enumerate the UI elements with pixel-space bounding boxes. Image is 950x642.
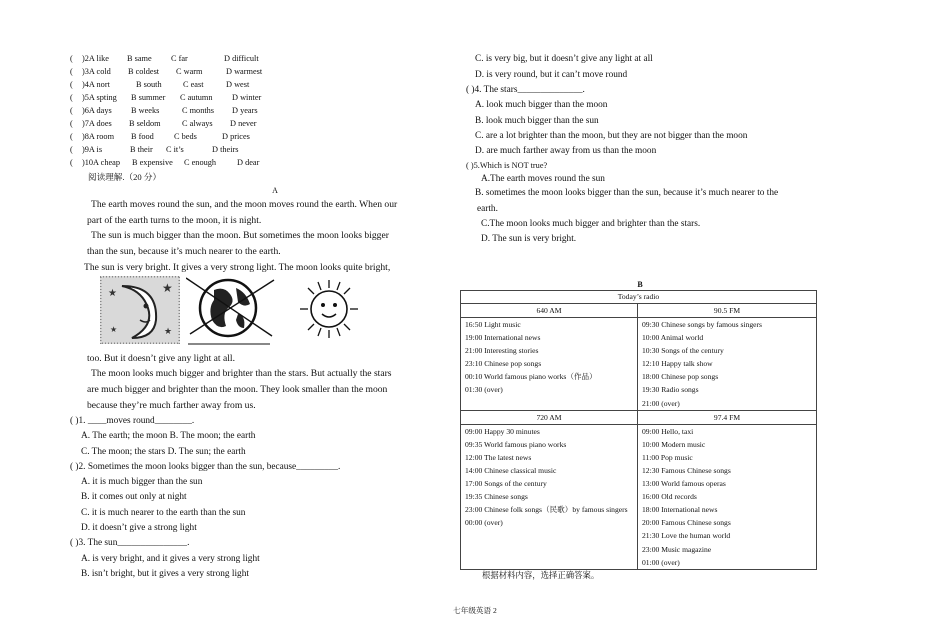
question-3-option-a: A. is very bright, and it gives a very strong light (81, 554, 260, 564)
program-item: 09:00 Happy 30 minutes (465, 426, 540, 436)
vocab-option-c: C far (171, 54, 188, 63)
vocab-option-b: B same (127, 54, 152, 63)
question-5-option-c: C.The moon looks much bigger and brighter than the stars. (481, 219, 701, 229)
question-3-option-b: B. isn’t bright, but it gives a very strong light (81, 569, 249, 579)
program-item: 00:10 World famous piano works（作品） (465, 372, 597, 382)
answer-paren: ( (70, 106, 73, 115)
vocab-option-c: C always (182, 119, 213, 128)
question-5-option-b-cont: earth. (477, 204, 498, 214)
svg-text:★: ★ (110, 325, 118, 334)
question-4-option-b: B. look much bigger than the sun (475, 116, 599, 126)
vocab-option-a: )5A spting (82, 93, 117, 102)
answer-paren: ( (70, 158, 73, 167)
vocab-option-b: B summer (131, 93, 166, 102)
question-4: ( )4. The stars______________. (466, 85, 585, 95)
station-schedule (638, 424, 817, 569)
program-item: 12:00 The latest news (465, 452, 532, 462)
vocab-option-c: C it’s (166, 145, 184, 154)
passage-a-p4c: because they’re much farther away from us. (87, 400, 256, 411)
program-item: 19:00 International news (465, 333, 541, 343)
question-5-option-b: B. sometimes the moon looks bigger than the sun, because it’s much nearer to the (475, 188, 779, 198)
program-item: 18:00 Chinese pop songs (642, 372, 719, 382)
question-3-option-d: D. is very round, but it can’t move round (475, 70, 628, 80)
program-item: 19:30 Radio songs (642, 385, 699, 395)
passage-a-p4b: are much bigger and brighter than the moon. They look smaller than the moon (87, 384, 388, 395)
vocab-option-b: B coldest (128, 67, 160, 76)
vocab-option-a: )3A cold (82, 67, 111, 76)
vocab-option-b: B their (130, 145, 153, 154)
program-item: 09:35 World famous piano works (465, 439, 567, 449)
svg-text:★: ★ (162, 281, 173, 295)
vocab-option-b: B expensive (132, 158, 173, 167)
question-1: ( )1. ____moves round________. (70, 416, 195, 426)
question-2-option-b: B. it comes out only at night (81, 492, 187, 502)
program-item: 10:00 Animal world (642, 333, 704, 343)
station-header: 90.5 FM (638, 304, 817, 318)
svg-text:★: ★ (108, 288, 117, 299)
passage-a-p3: The sun is very bright. It gives a very strong light. The moon looks quite bright, (84, 262, 391, 273)
vocab-option-d: D prices (222, 132, 250, 141)
program-item: 20:00 Famous Chinese songs (642, 518, 731, 528)
program-item: 12:30 Famous Chinese songs (642, 465, 731, 475)
sun-illustration (296, 278, 362, 340)
moon-illustration (100, 276, 180, 344)
vocab-option-a: )6A days (82, 106, 112, 115)
answer-paren: ( (70, 80, 73, 89)
vocab-option-c: C east (183, 80, 204, 89)
question-2: ( )2. Sometimes the moon looks bigger than the sun, because_________. (70, 462, 341, 472)
station-schedule (638, 318, 817, 411)
vocab-option-d: D never (230, 119, 257, 128)
question-3: ( )3. The sun_______________. (70, 538, 190, 548)
passage-a-p2: The sun is much bigger than the moon. But sometimes the moon looks bigger (91, 230, 389, 241)
program-item: 00:00 (over) (465, 518, 503, 528)
radio-table-title: Today’s radio (461, 291, 817, 304)
question-2-option-c: C. it is much nearer to the earth than the sun (81, 508, 246, 518)
vocab-option-a: )7A does (82, 119, 112, 128)
passage-a-p1b: part of the earth turns to the moon, it is night. (87, 215, 262, 226)
question-1-options-cd: C. The moon; the stars D. The sun; the earth (81, 447, 246, 457)
station-header: 640 AM (461, 304, 638, 318)
question-2-option-d: D. it doesn’t give a strong light (81, 523, 197, 533)
vocab-option-b: B south (136, 80, 162, 89)
vocab-option-a: )8A room (82, 132, 115, 141)
question-2-option-a: A. it is much bigger than the sun (81, 477, 203, 487)
vocab-option-d: D warmest (226, 67, 263, 76)
question-5: ( )5.Which is NOT true? (466, 161, 548, 170)
program-item: 21:30 Love the human world (642, 531, 731, 541)
vocab-option-a: )4A nort (82, 80, 110, 89)
vocab-option-b: B seldom (129, 119, 161, 128)
station-header: 97.4 FM (638, 410, 817, 424)
question-4-option-d: D. are much farther away from us than the moon (475, 146, 657, 156)
question-3-option-c: C. is very big, but it doesn’t give any light at all (475, 54, 653, 64)
passage-a-label: A (272, 186, 278, 195)
question-1-options-ab: A. The earth; the moon B. The moon; the earth (81, 431, 256, 441)
vocab-option-d: D west (226, 80, 250, 89)
answer-paren: ( (70, 67, 73, 76)
vocab-option-d: D winter (232, 93, 262, 102)
vocab-option-b: B food (131, 132, 154, 141)
vocab-option-c: C autumn (180, 93, 213, 102)
program-item: 09:00 Hello, taxi (642, 426, 694, 436)
program-item: 18:00 International news (642, 505, 718, 515)
passage-a-p4: The moon looks much bigger and brighter than the stars. But actually the stars (91, 368, 392, 379)
program-item: 21:00 Interesting stories (465, 346, 539, 356)
radio-schedule-table (460, 290, 817, 570)
passage-b-label: B (637, 280, 643, 289)
program-item: 16:00 Old records (642, 492, 697, 502)
program-item: 11:00 Pop music (642, 452, 693, 462)
answer-paren: ( (70, 145, 73, 154)
vocab-option-a: )2A like (82, 54, 109, 63)
vocab-option-d: D difficult (224, 54, 259, 63)
program-item: 10:30 Songs of the century (642, 346, 724, 356)
vocab-option-a: )10A cheap (82, 158, 121, 167)
page-footer: 七年级英语 2 (453, 606, 497, 615)
program-item: 17:00 Songs of the century (465, 479, 547, 489)
program-item: 23:00 Chinese folk songs（民歌）by famous singers (465, 505, 628, 515)
radio-instruction: 根据材料内容，选择正确答案。 (482, 571, 600, 580)
question-5-option-a: A.The earth moves round the sun (481, 174, 605, 184)
passage-a-p1: The earth moves round the sun, and the moon moves round the earth. When our (91, 199, 398, 210)
station-schedule (461, 318, 638, 411)
answer-paren: ( (70, 132, 73, 141)
program-item: 09:30 Chinese songs by famous singers (642, 320, 763, 329)
station-schedule (461, 424, 638, 569)
program-item: 16:50 Light music (465, 320, 521, 329)
vocab-option-b: B weeks (131, 106, 160, 115)
section-heading: 阅读理解.（20 分） (88, 172, 162, 182)
question-5-option-d: D. The sun is very bright. (481, 234, 577, 244)
program-item: 21:00 (over) (642, 398, 680, 408)
station-header: 720 AM (461, 410, 638, 424)
vocab-option-d: D theirs (212, 145, 239, 154)
vocab-option-d: D dear (237, 158, 260, 167)
answer-paren: ( (70, 119, 73, 128)
program-item: 01:00 (over) (642, 557, 680, 567)
program-item: 23:00 Music magazine (642, 544, 712, 554)
program-item: 13:00 World famous operas (642, 479, 726, 489)
program-item: 01:30 (over) (465, 385, 503, 395)
question-4-option-a: A. look much bigger than the moon (475, 100, 608, 110)
program-item: 19:35 Chinese songs (465, 492, 528, 502)
vocab-option-c: C warm (176, 67, 203, 76)
earth-illustration (186, 274, 276, 346)
program-item: 12:10 Happy talk show (642, 359, 713, 369)
vocab-option-c: C months (182, 106, 215, 115)
passage-a-p2b: than the sun, because it’s much nearer to the earth. (87, 246, 281, 257)
answer-paren: ( (70, 54, 73, 63)
program-item: 14:00 Chinese classical music (465, 465, 557, 475)
vocab-option-d: D years (232, 106, 258, 115)
program-item: 10:00 Modern music (642, 439, 706, 449)
passage-a-p3b: too. But it doesn’t give any light at all. (87, 353, 235, 364)
answer-paren: ( (70, 93, 73, 102)
vocab-option-c: C enough (184, 158, 217, 167)
question-4-option-c: C. are a lot brighter than the moon, but they are not bigger than the moon (475, 131, 748, 141)
vocab-option-a: )9A is (82, 145, 103, 154)
svg-text:★: ★ (164, 326, 173, 336)
vocab-option-c: C beds (174, 132, 197, 141)
program-item: 23:10 Chinese pop songs (465, 359, 542, 369)
